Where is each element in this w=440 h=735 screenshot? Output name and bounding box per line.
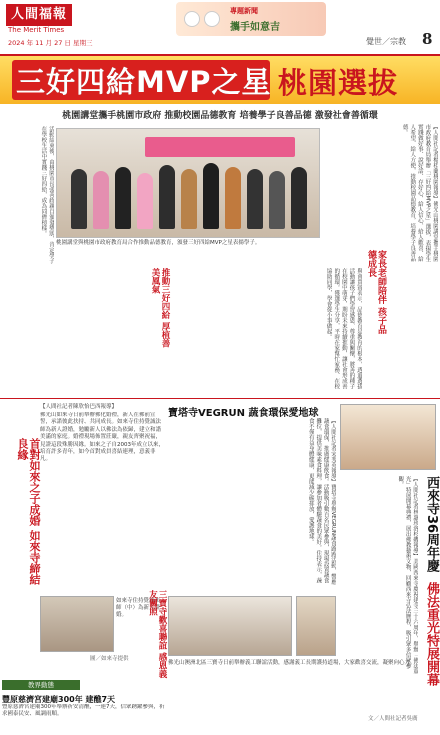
brief-title: 豐原慈濟宮建廟300年 建醮7天 — [2, 695, 116, 704]
article-4-photo — [340, 404, 436, 470]
brief-body: 豐原慈濟宮建廟300年舉辦祈安清醮，一連7天，信眾踴躍參與，祈求國泰民安、風調雨順。 — [2, 704, 165, 718]
article-2-photo-caption: 如來寺住持覺誠法師（中）為新人證婚。 — [116, 598, 161, 618]
main-photo — [56, 128, 320, 238]
brief-heading: 教界動態 — [2, 680, 80, 690]
cat-illustration-icon — [204, 11, 220, 27]
article-2-title: 首對如來之子成婚 如來寺締結良緣 — [16, 438, 41, 585]
article-2-credit: 圖／如來寺提供 — [90, 656, 129, 662]
person-figure — [115, 167, 131, 229]
article-3-body: 【人間社記者宋秀英報導】寶塔寺舉辦VEGRUN蔬食路跑活動，響應蔬食環保，推廣健康飲食。活動吸引數百名民眾參與，現場設置蔬食攤位，提供美味素食料理，讓參加者體驗蔬食的美好。住持表示，蔬食不僅有益身體健康，更能減少碳排放，愛護地球。 — [307, 418, 336, 585]
article-3-photo-2 — [296, 596, 336, 656]
person-figure — [71, 169, 87, 229]
article-3-title: 寶塔寺VEGRUN 蔬食環保愛地球 — [168, 408, 319, 419]
person-figure — [93, 171, 109, 229]
section-label: 覺世／宗教 — [366, 37, 406, 46]
subheadline: 桃園講堂攜手桃園市政府 推動校園品德教育 培養學子良善品德 激發社會善循環 — [62, 111, 378, 121]
article-2-dateline: 【人間社記者陳欣怡巴西報導】 — [40, 404, 118, 410]
person-figure — [137, 173, 153, 229]
person-figure — [247, 169, 263, 229]
article-3-lower-text: 佛光山澳洲北區三寶寺日前舉辦義工聯誼活動，感謝義工長期護持道場，大家歡喜交流，凝聚向心力。 — [168, 660, 416, 666]
column-name: 攜手如意吉 — [230, 22, 280, 33]
article-4-title-highlight: 佛法重光特展開幕 — [424, 582, 439, 686]
page-number: 8 — [422, 30, 433, 48]
newspaper-logo: 人間福報 — [6, 4, 72, 26]
article-2-photo — [40, 596, 114, 652]
article-body-left: 活動結束後，由桃園市長張善政親自頒發獎狀，肯定學子在學校生活中實踐三好四給，成為同儕榜樣。 — [40, 126, 54, 264]
person-figure — [159, 165, 175, 229]
headline-left: 三好四給MVP之星 — [16, 65, 272, 99]
newspaper-logo-en: The Merit Times — [8, 26, 65, 34]
person-figure — [225, 167, 241, 229]
person-figure — [181, 169, 197, 229]
dateline: 2024 年 11 月 27 日 星期三 — [8, 39, 93, 47]
column-tag: 專題新聞 — [230, 7, 258, 15]
article-body-lower: 與會貴賓表示，品德教育是教育的根本，透過選拔活動讓孩子們學習感恩、尊重與關懷，將善的種子在校園中萌芽，期盼未來持續推動，讓社會形成善的循環。獲選學生分享，平時在家幫忙家務、在校協助同學，學會從小事做起。 — [325, 268, 362, 389]
article-4-title: 西來寺36周年慶 — [424, 476, 439, 573]
cat-illustration-icon — [184, 11, 200, 27]
person-figure — [203, 163, 219, 229]
article-3-credit: 文／人間社記者吳廣 — [368, 716, 418, 722]
article-subtitle-vertical: 家長老師陪伴 孩子品德成長 — [366, 250, 386, 335]
person-figure — [291, 167, 307, 229]
stage-banner — [145, 137, 295, 157]
article-2-body: 佛光山如來寺日前舉辦佛化婚禮，新人在佛前宣誓，承諾彼此扶持、共同成長。如來寺住持覺誠法師為新人證婚，勉勵新人以佛法為依歸，建立和諧美滿的家庭。婚禮現場佈置莊嚴，親友齊聚祝福，見證這段殊勝因緣。如來之子自2003年成立以來，培育許多青年，如今首對成員喜結連理，意義非凡。 — [40, 412, 164, 463]
main-photo-caption: 桃園講堂與桃園市政府教育局合作推動品德教育，頒發三好四給MVP之星表揚學子。 — [56, 240, 261, 246]
person-figure — [269, 171, 285, 229]
article-3-photo — [168, 596, 292, 656]
article-body-right: 【人間社記者楊桂蘭桃園報導】佛光山桃園講堂攜手桃園市政府教育局舉辦「三好四給MVP之星」選拔，表揚學生實踐做好事、說好話、存好心，給人信心、給人歡喜、給人希望、給人方便，推動校園品德教育，培養學子良善品德。 — [401, 124, 438, 263]
article-4-body: 【人間社記者林惠珍洛杉磯報導】美國西來寺慶祝建寺三十六周年，舉辦「佛法重光」特展開幕典禮，展出佛教藝術文物，回顧西來寺弘法歷程，吸引眾多信眾參觀。 — [397, 476, 418, 674]
article-3-subtitle-vertical: 三寶寺歡喜聯誼 感恩義友關照 — [147, 590, 167, 678]
article-subtitle-vertical-2: 推動三好四給 厚植善美風氣 — [150, 268, 170, 348]
section-divider — [0, 398, 440, 399]
headline-right: 桃園選拔 — [278, 66, 399, 100]
